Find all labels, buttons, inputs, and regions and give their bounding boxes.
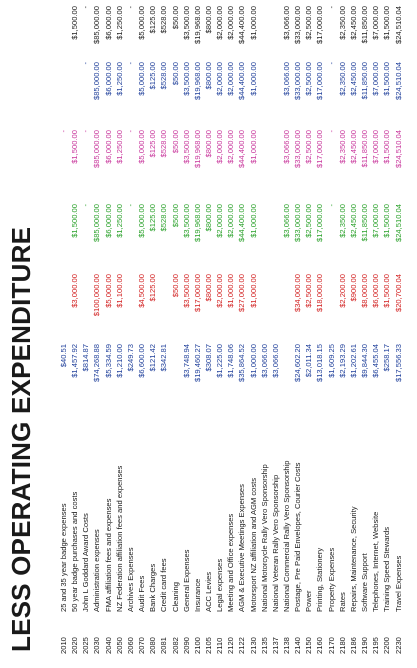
budget-col-5: $125.00 (148, 6, 158, 34)
budget-col-5: $528.00 (159, 6, 169, 34)
budget-col-5: $3,066.00 (282, 6, 291, 40)
budget-col-4: $24,510.04 (393, 62, 403, 101)
budget-col-4: - (125, 62, 135, 65)
account-code: 2200 (382, 637, 392, 654)
budget-col-3: $85,000.00 (92, 130, 102, 169)
expense-description: NZ Federation affiliation fees and expenses (114, 465, 124, 612)
actual-amount: $74,268.88 (92, 344, 102, 383)
budget-col-2: $17,000.00 (315, 204, 325, 243)
budget-col-3: - (81, 130, 91, 133)
budget-col-3: $1,500.00 (382, 130, 392, 164)
account-code: 2040 (103, 637, 113, 654)
page-title: LESS OPERATING EXPENDITURE (6, 226, 36, 652)
budget-col-1: $34,000.00 (293, 274, 303, 313)
table-row (181, 0, 192, 668)
budget-col-5: $33,000.00 (293, 6, 303, 45)
account-code: 2180 (337, 637, 347, 654)
actual-amount: $19,460.27 (192, 344, 202, 383)
account-code: 2230 (393, 637, 403, 654)
actual-amount: $40.51 (59, 344, 68, 368)
expense-description: John L Goddard Award Costs (81, 513, 91, 612)
budget-col-5: $17,000.00 (315, 6, 325, 45)
budget-col-5: $1,500.00 (382, 6, 392, 40)
budget-col-3: $11,850.00 (360, 130, 370, 168)
budget-col-2: $33,000.00 (293, 204, 303, 243)
table-row (303, 0, 314, 668)
actual-amount: $6,600.00 (137, 344, 147, 378)
account-code: 2140 (293, 637, 303, 654)
budget-col-1: $3,000.00 (70, 274, 80, 308)
budget-col-3: $19,968.00 (192, 130, 202, 169)
account-code: 2186 (348, 637, 358, 654)
table-row (158, 0, 169, 668)
expense-description: 50 year badge purchases and costs (70, 491, 80, 612)
budget-col-4: $19,968.00 (192, 62, 202, 101)
account-code: 2195 (371, 637, 381, 654)
expense-description: Repairs, Maintenance, Security (348, 506, 358, 612)
table-row (114, 0, 125, 668)
expense-description: National Veteran Rally Vero Sponsorship (270, 474, 280, 612)
account-code: 2060 (125, 637, 135, 654)
budget-col-5: $3,500.00 (181, 6, 191, 40)
account-code: 2082 (170, 637, 180, 654)
budget-col-5: $2,350.00 (337, 6, 347, 40)
account-code: 2070 (137, 637, 147, 654)
table-row (259, 0, 270, 668)
actual-amount: $258.17 (382, 344, 392, 372)
actual-amount: $249.73 (125, 344, 135, 372)
budget-col-3: $2,350.00 (337, 130, 347, 164)
budget-col-4: $85,000.00 (92, 62, 102, 101)
account-code: 2150 (304, 637, 314, 654)
expense-description: Legal expenses (215, 558, 225, 612)
expense-description: Training Speed Stewards (382, 527, 392, 612)
budget-col-5: - (81, 6, 91, 9)
budget-col-1: $1,500.00 (382, 274, 392, 308)
budget-col-5: - (125, 6, 135, 9)
budget-col-2: $2,000.00 (226, 204, 236, 238)
budget-col-1: $5,000.00 (103, 274, 113, 308)
expense-description: Rates (337, 592, 347, 612)
budget-col-2: $19,968.00 (192, 204, 202, 243)
budget-col-4: $50.00 (170, 62, 180, 86)
budget-col-4: $5,000.00 (137, 62, 147, 96)
budget-col-4: $1,500.00 (382, 62, 392, 96)
table-row (314, 0, 325, 668)
budget-col-1: $1,000.00 (226, 274, 236, 308)
actual-amount: $121.42 (148, 344, 158, 372)
actual-amount: $35,864.52 (237, 344, 247, 383)
budget-col-2: $1,250.00 (114, 204, 124, 238)
budget-col-4: $2,350.00 (337, 62, 347, 96)
budget-col-5: $1,000.00 (248, 6, 258, 40)
budget-col-5: $24,510.04 (393, 6, 403, 45)
budget-col-1: $3,500.00 (181, 274, 191, 308)
budget-col-3: $2,000.00 (226, 130, 236, 164)
expense-description: 25 and 35 year badge expenses (59, 503, 68, 612)
budget-col-2: $1,500.00 (382, 204, 392, 238)
expense-description: Credit card fees (159, 558, 169, 612)
budget-col-3: $1,500.00 (70, 130, 80, 164)
table-row (136, 0, 147, 668)
budget-col-1: $800.00 (203, 274, 213, 302)
budget-col-1: $18,000.00 (315, 274, 325, 313)
table-row (147, 0, 158, 668)
budget-col-1: $100,000.00 (92, 274, 102, 317)
budget-col-3: $3,500.00 (181, 130, 191, 164)
budget-col-3: $17,000.00 (315, 130, 325, 169)
budget-col-3: $125.00 (148, 130, 158, 158)
actual-amount: $13,018.15 (315, 344, 325, 383)
budget-col-3: $2,500.00 (304, 130, 314, 164)
account-code: 2137 (270, 637, 280, 654)
budget-col-2: $528.00 (159, 204, 169, 232)
budget-col-4: $2,000.00 (226, 62, 236, 96)
budget-col-2: $3,500.00 (181, 204, 191, 238)
actual-amount: $342.81 (159, 344, 169, 372)
expense-description: Motorsport NZ affiliation and AGM costs (248, 477, 258, 612)
budget-col-1: $8,000.00 (360, 274, 370, 308)
account-code: 2081 (159, 637, 169, 654)
budget-col-2: - (81, 204, 91, 207)
budget-col-4: $3,066.00 (282, 62, 291, 96)
budget-col-2: $2,000.00 (215, 204, 225, 238)
budget-col-3: - (326, 130, 336, 133)
budget-col-4: $2,450.00 (348, 62, 358, 96)
actual-amount: $6,455.04 (371, 344, 381, 378)
budget-col-2: $2,350.00 (337, 204, 347, 238)
expense-description: Cleaning (170, 582, 180, 612)
expense-description: Printing, Stationery (315, 547, 325, 612)
expense-description: Bank Charges (148, 563, 158, 612)
actual-amount: $3,748.94 (181, 344, 191, 378)
table-row (225, 0, 236, 668)
budget-col-1: $17,000.00 (192, 274, 202, 313)
budget-col-5: $800.00 (203, 6, 213, 34)
account-code: 2122 (237, 637, 247, 654)
budget-col-1: $6,000.00 (371, 274, 381, 308)
table-row (281, 0, 292, 668)
budget-col-1: $2,000.00 (215, 274, 225, 308)
budget-col-1: $20,700.04 (393, 274, 403, 313)
expense-description: National Commercial Rally Vero Sponsorship (282, 460, 291, 612)
budget-col-2: $11,850.00 (360, 204, 370, 242)
budget-col-2: $2,450.00 (348, 204, 358, 238)
budget-col-5: $44,400.00 (237, 6, 247, 45)
expense-description: AGM & Executive Meetings Expenses (237, 484, 247, 612)
expense-description: FMA affiliation fees and expenses (103, 498, 113, 612)
table-row (58, 0, 69, 668)
actual-amount: $1,000.00 (248, 344, 258, 378)
budget-col-3: $6,000.00 (103, 130, 113, 164)
budget-col-2: $1,000.00 (248, 204, 258, 238)
budget-col-2: $5,000.00 (137, 204, 147, 238)
budget-col-4: $44,400.00 (237, 62, 247, 101)
budget-col-3: $1,250.00 (114, 130, 124, 164)
expense-description: Audit Fees (137, 575, 147, 612)
table-row (337, 0, 348, 668)
budget-col-2: $3,066.00 (282, 204, 291, 238)
budget-col-3: $2,000.00 (215, 130, 225, 164)
expense-description: Archives Expenses (125, 547, 135, 612)
budget-col-1: $2,200.00 (337, 274, 347, 308)
table-row (214, 0, 225, 668)
expense-description: Telephones, Internet, Website (371, 511, 381, 612)
account-code: 2120 (226, 637, 236, 654)
budget-col-3: $5,000.00 (137, 130, 147, 164)
budget-col-3: $33,000.00 (293, 130, 303, 169)
actual-amount: $17,556.33 (393, 344, 403, 383)
table-row (203, 0, 214, 668)
budget-col-5: $5,000.00 (137, 6, 147, 40)
budget-col-5: $2,000.00 (226, 6, 236, 40)
budget-col-4: $2,500.00 (304, 62, 314, 96)
budget-col-4: $125.00 (148, 62, 158, 90)
budget-col-2: - (125, 204, 135, 207)
account-code: 2190 (360, 637, 370, 654)
account-code: 2010 (59, 637, 68, 654)
expense-description: General Expenses (181, 549, 191, 612)
table-row (248, 0, 259, 668)
budget-col-2: - (326, 204, 336, 207)
actual-amount: $3,066.00 (259, 344, 269, 378)
actual-amount: $814.87 (81, 344, 91, 372)
budget-col-5: $11,850.00 (360, 6, 370, 44)
expense-description: Software Support (360, 553, 370, 612)
expense-description: Meeting and Office expenses (226, 513, 236, 612)
account-code: 2025 (81, 637, 91, 654)
budget-col-1: $27,000.00 (237, 274, 247, 313)
account-code: 2170 (326, 637, 336, 654)
account-code: 2020 (70, 637, 80, 654)
budget-col-4: $3,500.00 (181, 62, 191, 96)
actual-amount: $5,334.59 (103, 344, 113, 378)
expense-description: ACC Levies (203, 571, 213, 612)
budget-col-4: $17,000.00 (315, 62, 325, 101)
budget-col-1: $1,100.00 (114, 274, 124, 308)
budget-col-2: $125.00 (148, 204, 158, 232)
budget-col-4: $2,000.00 (215, 62, 225, 96)
budget-col-5: $50.00 (170, 6, 180, 30)
budget-col-5: $2,500.00 (304, 6, 314, 40)
budget-col-1: $50.00 (170, 274, 180, 298)
account-code: 2138 (282, 637, 291, 654)
actual-amount: $1,202.61 (348, 344, 358, 378)
expense-description: Power (304, 590, 314, 612)
budget-col-1: $2,500.00 (304, 274, 314, 308)
budget-col-1: $900.00 (348, 274, 358, 302)
account-code: 2160 (315, 637, 325, 654)
budget-col-5: $1,500.00 (70, 6, 80, 40)
actual-amount: $1,609.25 (326, 344, 336, 378)
actual-amount: $2,193.29 (337, 344, 347, 378)
budget-col-5: $85,000.00 (92, 6, 102, 45)
budget-col-5: $2,000.00 (215, 6, 225, 40)
table-row (192, 0, 203, 668)
budget-col-5: $1,250.00 (114, 6, 124, 40)
table-row (80, 0, 91, 668)
table-row (393, 0, 404, 668)
actual-amount: $1,210.00 (114, 344, 124, 378)
budget-col-3: $7,000.00 (371, 130, 381, 164)
budget-col-5: $7,000.00 (371, 6, 381, 40)
budget-col-1: $1,000.00 (248, 274, 258, 308)
expense-description: Postage, Pre Paid Envelopes, Courier Costs (293, 462, 303, 612)
budget-col-4: $1,250.00 (114, 62, 124, 96)
budget-col-3: - (59, 130, 68, 133)
budget-col-5: $19,968.00 (192, 6, 202, 45)
budget-col-3: $528.00 (159, 130, 169, 158)
actual-amount: $308.07 (203, 344, 213, 372)
actual-amount: $3,066.00 (270, 344, 280, 378)
budget-col-3: $2,450.00 (348, 130, 358, 164)
account-code: 2050 (114, 637, 124, 654)
table-row (348, 0, 359, 668)
budget-col-4: - (81, 62, 91, 65)
budget-col-4: $1,000.00 (248, 62, 258, 96)
budget-col-3: $1,000.00 (248, 130, 258, 164)
table-row (326, 0, 337, 668)
table-row (103, 0, 114, 668)
account-code: 2105 (203, 637, 213, 654)
budget-col-3: $24,510.04 (393, 130, 403, 169)
account-code: 2090 (181, 637, 191, 654)
expense-description: Travel Expenses (393, 555, 403, 612)
budget-col-3: $44,400.00 (237, 130, 247, 169)
budget-col-4: $800.00 (203, 62, 213, 90)
table-row (270, 0, 281, 668)
table-row (170, 0, 181, 668)
actual-amount: $9,844.30 (360, 344, 370, 378)
actual-amount: $1,748.06 (226, 344, 236, 378)
table-row (69, 0, 80, 668)
table-row (236, 0, 247, 668)
budget-col-2: $50.00 (170, 204, 180, 228)
budget-col-4: $33,000.00 (293, 62, 303, 101)
budget-col-4: - (326, 62, 336, 65)
budget-col-1: $4,500.00 (137, 274, 147, 308)
table-row (381, 0, 392, 668)
budget-col-2: $44,400.00 (237, 204, 247, 243)
budget-col-2: $7,000.00 (371, 204, 381, 238)
account-code: 2135 (259, 637, 269, 654)
table-row (292, 0, 303, 668)
table-row (359, 0, 370, 668)
table-row (91, 0, 102, 668)
budget-col-5: $2,450.00 (348, 6, 358, 40)
account-code: 2110 (215, 637, 225, 654)
table-row (125, 0, 136, 668)
account-code: 2130 (248, 637, 258, 654)
budget-col-5: - (326, 6, 336, 9)
budget-col-4: $6,000.00 (103, 62, 113, 96)
budget-col-2: $24,510.04 (393, 204, 403, 243)
expense-description: Administration expenses (92, 529, 102, 612)
budget-col-5: $6,000.00 (103, 6, 113, 40)
actual-amount: $1,225.00 (215, 344, 225, 378)
budget-col-3: $50.00 (170, 130, 180, 154)
budget-col-2: $2,500.00 (304, 204, 314, 238)
budget-col-3: $3,066.00 (282, 130, 291, 164)
account-code: 2100 (192, 637, 202, 654)
account-code: 2080 (148, 637, 158, 654)
expense-description: Insurance (192, 578, 202, 612)
budget-col-2: $1,500.00 (70, 204, 80, 238)
budget-col-1: $125.00 (148, 274, 158, 302)
budget-col-2: $6,000.00 (103, 204, 113, 238)
expense-description: National Motorcycle Rally Vero Sponsorship (259, 464, 269, 612)
actual-amount: $2,011.34 (304, 344, 314, 378)
account-code: 2030 (92, 637, 102, 654)
budget-col-4: $7,000.00 (371, 62, 381, 96)
budget-col-2: $85,000.00 (92, 204, 102, 243)
budget-col-3: $800.00 (203, 130, 213, 158)
actual-amount: $1,457.92 (70, 344, 80, 378)
budget-col-3: - (125, 130, 135, 133)
budget-col-2: $800.00 (203, 204, 213, 232)
budget-col-4: $528.00 (159, 62, 169, 90)
budget-col-4: $11,850.00 (360, 62, 370, 100)
table-row (370, 0, 381, 668)
expense-description: Property Expenses (326, 547, 336, 612)
actual-amount: $24,602.20 (293, 344, 303, 383)
